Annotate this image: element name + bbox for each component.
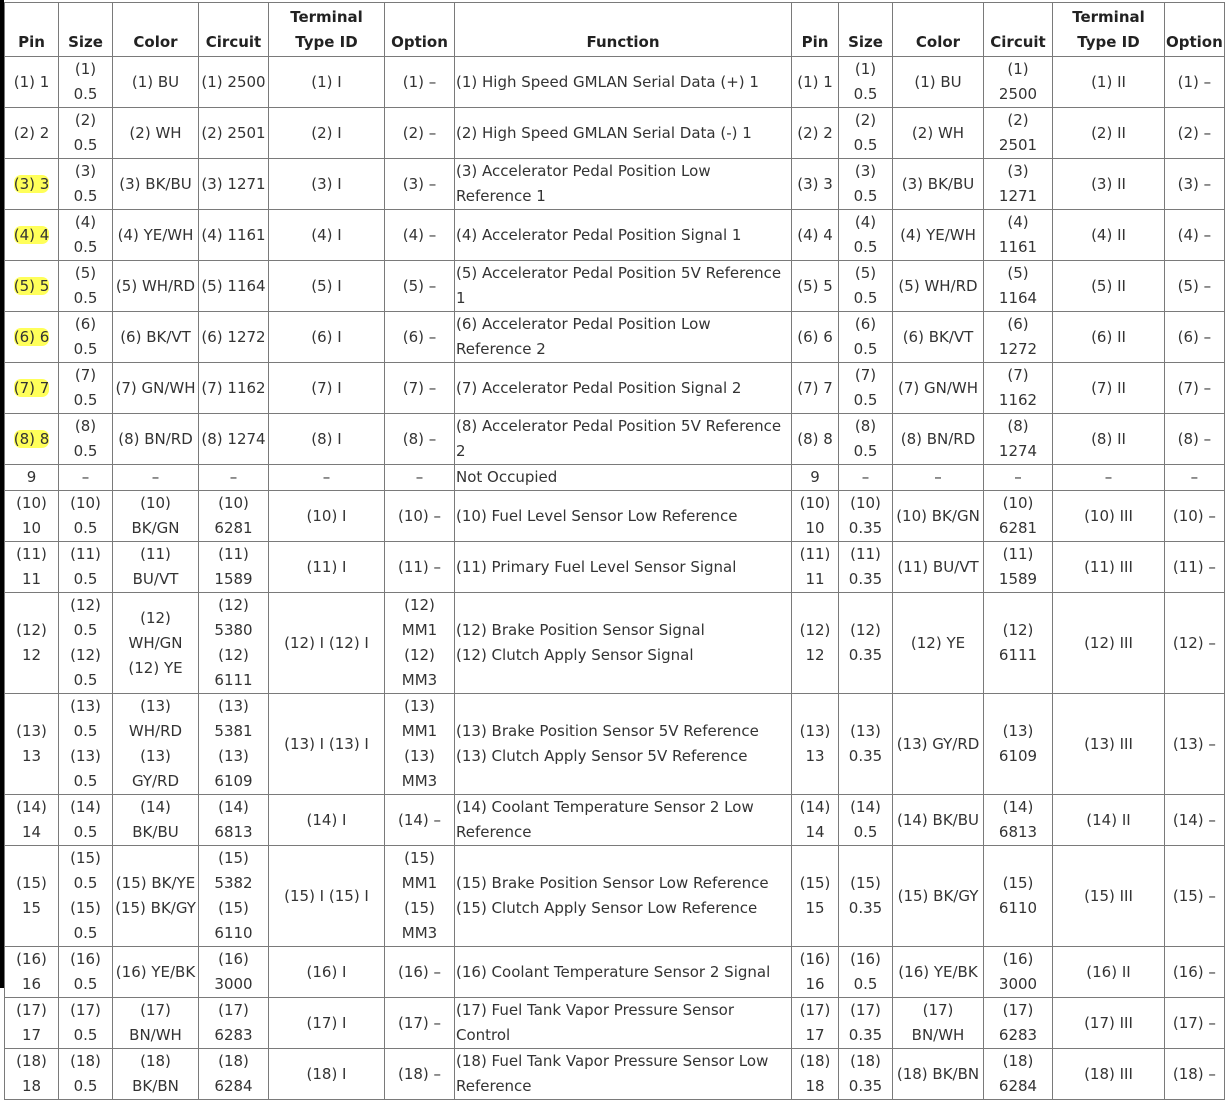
cell-color-right: –: [893, 465, 984, 491]
table-row: [5, 414, 1225, 465]
cell-terminal-type-id: (18) I: [269, 1049, 385, 1100]
cell-pin-right: (4) 4: [792, 210, 839, 261]
cell-color-right: (4) YE/WH: [893, 210, 984, 261]
cell-color: (17) BN/WH: [113, 998, 199, 1049]
cell-size: (13) 0.5 (13) 0.5: [59, 694, 113, 795]
cell-function: (5) Accelerator Pedal Position 5V Reference 1: [455, 261, 792, 312]
cell-circuit: (14) 6813: [199, 795, 269, 846]
cell-pin-right: (16) 16: [792, 947, 839, 998]
table-row: [5, 465, 1225, 491]
table-body: [5, 57, 1225, 1100]
cell-pin: 9: [5, 465, 59, 491]
cell-terminal-type-id: (5) I: [269, 261, 385, 312]
cell-circuit-right: (11) 1589: [984, 542, 1053, 593]
cell-terminal-type-id-right: (17) III: [1053, 998, 1165, 1049]
cell-option-right: (11) –: [1165, 542, 1225, 593]
cell-circuit: (16) 3000: [199, 947, 269, 998]
cell-pin-right: (17) 17: [792, 998, 839, 1049]
cell-option: (11) –: [385, 542, 455, 593]
cell-size-right: (2) 0.5: [839, 108, 893, 159]
cell-terminal-type-id-right: (7) II: [1053, 363, 1165, 414]
cell-option: (14) –: [385, 795, 455, 846]
cell-option: (5) –: [385, 261, 455, 312]
cell-circuit-right: (8) 1274: [984, 414, 1053, 465]
cell-pin: (1) 1: [5, 57, 59, 108]
cell-color-right: (5) WH/RD: [893, 261, 984, 312]
cell-terminal-type-id: (7) I: [269, 363, 385, 414]
cell-pin: (15) 15: [5, 846, 59, 947]
cell-color-right: (8) BN/RD: [893, 414, 984, 465]
cell-circuit: (11) 1589: [199, 542, 269, 593]
cell-size-right: (4) 0.5: [839, 210, 893, 261]
cell-color-right: (18) BK/BN: [893, 1049, 984, 1100]
cell-color: (7) GN/WH: [113, 363, 199, 414]
cell-option-right: (2) –: [1165, 108, 1225, 159]
cell-size-right: (3) 0.5: [839, 159, 893, 210]
cell-function: (6) Accelerator Pedal Position Low Reference 2: [455, 312, 792, 363]
cell-terminal-type-id: (10) I: [269, 491, 385, 542]
header-terminal-type-id: Terminal Type ID: [269, 3, 385, 57]
cell-color: (11) BU/VT: [113, 542, 199, 593]
cell-circuit: (1) 2500: [199, 57, 269, 108]
cell-function: (14) Coolant Temperature Sensor 2 Low Reference: [455, 795, 792, 846]
cell-size: (18) 0.5: [59, 1049, 113, 1100]
cell-size-right: (5) 0.5: [839, 261, 893, 312]
cell-terminal-type-id: (6) I: [269, 312, 385, 363]
cell-option-right: (18) –: [1165, 1049, 1225, 1100]
cell-color-right: (1) BU: [893, 57, 984, 108]
cell-option: (13) MM1 (13) MM3: [385, 694, 455, 795]
cell-pin-right: (18) 18: [792, 1049, 839, 1100]
cell-pin: (13) 13: [5, 694, 59, 795]
cell-pin-right: (10) 10: [792, 491, 839, 542]
header-pin: Pin: [5, 3, 59, 57]
cell-terminal-type-id-right: (3) II: [1053, 159, 1165, 210]
table-row: [5, 159, 1225, 210]
cell-pin-right: (8) 8: [792, 414, 839, 465]
cell-terminal-type-id: (2) I: [269, 108, 385, 159]
cell-size: (5) 0.5: [59, 261, 113, 312]
cell-circuit-right: (12) 6111: [984, 593, 1053, 694]
highlighted-pin: (6) 6: [13, 327, 50, 346]
cell-pin: (12) 12: [5, 593, 59, 694]
cell-pin: [5, 261, 59, 312]
cell-option: (17) –: [385, 998, 455, 1049]
cell-terminal-type-id: (16) I: [269, 947, 385, 998]
cell-color: (10) BK/GN: [113, 491, 199, 542]
cell-pin-right: (6) 6: [792, 312, 839, 363]
cell-circuit-right: (1) 2500: [984, 57, 1053, 108]
cell-color: (3) BK/BU: [113, 159, 199, 210]
cell-size: (12) 0.5 (12) 0.5: [59, 593, 113, 694]
cell-size: –: [59, 465, 113, 491]
cell-circuit: (8) 1274: [199, 414, 269, 465]
cell-option-right: (14) –: [1165, 795, 1225, 846]
table-row: [5, 363, 1225, 414]
cell-circuit: –: [199, 465, 269, 491]
cell-option: (8) –: [385, 414, 455, 465]
cell-terminal-type-id-right: (18) III: [1053, 1049, 1165, 1100]
highlighted-pin: (5) 5: [13, 276, 50, 295]
cell-circuit: (5) 1164: [199, 261, 269, 312]
cell-option: (6) –: [385, 312, 455, 363]
header-function: Function: [455, 3, 792, 57]
table-row: [5, 57, 1225, 108]
cell-function: (2) High Speed GMLAN Serial Data (-) 1: [455, 108, 792, 159]
cell-size-right: (1) 0.5: [839, 57, 893, 108]
cell-option-right: (15) –: [1165, 846, 1225, 947]
table-row: [5, 947, 1225, 998]
cell-terminal-type-id-right: (1) II: [1053, 57, 1165, 108]
cell-circuit: (4) 1161: [199, 210, 269, 261]
cell-pin: [5, 363, 59, 414]
cell-function: (10) Fuel Level Sensor Low Reference: [455, 491, 792, 542]
header-circuit: Circuit: [199, 3, 269, 57]
cell-pin: (16) 16: [5, 947, 59, 998]
cell-color-right: (10) BK/GN: [893, 491, 984, 542]
cell-size: (17) 0.5: [59, 998, 113, 1049]
cell-option-right: (7) –: [1165, 363, 1225, 414]
pinout-table: [4, 2, 1225, 1100]
cell-circuit-right: (13) 6109: [984, 694, 1053, 795]
cell-circuit: (13) 5381 (13) 6109: [199, 694, 269, 795]
header-color: Color: [113, 3, 199, 57]
header-terminal-type-id-right: Terminal Type ID: [1053, 3, 1165, 57]
cell-pin: (10) 10: [5, 491, 59, 542]
table-row: [5, 312, 1225, 363]
cell-option-right: (1) –: [1165, 57, 1225, 108]
cell-option: (7) –: [385, 363, 455, 414]
cell-color: (12) WH/GN (12) YE: [113, 593, 199, 694]
cell-color: (6) BK/VT: [113, 312, 199, 363]
cell-terminal-type-id-right: (11) III: [1053, 542, 1165, 593]
cell-size: (7) 0.5: [59, 363, 113, 414]
cell-circuit-right: (4) 1161: [984, 210, 1053, 261]
cell-circuit-right: (2) 2501: [984, 108, 1053, 159]
cell-color-right: (17) BN/WH: [893, 998, 984, 1049]
cell-terminal-type-id-right: (5) II: [1053, 261, 1165, 312]
cell-option-right: (13) –: [1165, 694, 1225, 795]
cell-option-right: (5) –: [1165, 261, 1225, 312]
header-color-right: Color: [893, 3, 984, 57]
cell-terminal-type-id: (15) I (15) I: [269, 846, 385, 947]
cell-size: (10) 0.5: [59, 491, 113, 542]
cell-circuit: (12) 5380 (12) 6111: [199, 593, 269, 694]
cell-color: (5) WH/RD: [113, 261, 199, 312]
header-size: Size: [59, 3, 113, 57]
cell-color-right: (12) YE: [893, 593, 984, 694]
cell-circuit-right: (6) 1272: [984, 312, 1053, 363]
cell-option: (2) –: [385, 108, 455, 159]
cell-size: (2) 0.5: [59, 108, 113, 159]
cell-color: (4) YE/WH: [113, 210, 199, 261]
cell-terminal-type-id: (14) I: [269, 795, 385, 846]
cell-pin-right: 9: [792, 465, 839, 491]
cell-size: (11) 0.5: [59, 542, 113, 593]
highlighted-pin: (8) 8: [13, 429, 50, 448]
cell-size-right: (7) 0.5: [839, 363, 893, 414]
cell-color-right: (14) BK/BU: [893, 795, 984, 846]
cell-pin: [5, 210, 59, 261]
cell-pin-right: (15) 15: [792, 846, 839, 947]
cell-size: (4) 0.5: [59, 210, 113, 261]
cell-circuit-right: (5) 1164: [984, 261, 1053, 312]
cell-terminal-type-id: (8) I: [269, 414, 385, 465]
cell-pin-right: (2) 2: [792, 108, 839, 159]
cell-pin-right: (14) 14: [792, 795, 839, 846]
highlighted-pin: (3) 3: [13, 174, 50, 193]
cell-circuit-right: (18) 6284: [984, 1049, 1053, 1100]
cell-color: (15) BK/YE (15) BK/GY: [113, 846, 199, 947]
cell-option-right: (10) –: [1165, 491, 1225, 542]
cell-terminal-type-id: (3) I: [269, 159, 385, 210]
cell-size-right: (11) 0.35: [839, 542, 893, 593]
cell-pin: [5, 312, 59, 363]
cell-option-right: (4) –: [1165, 210, 1225, 261]
cell-option-right: (16) –: [1165, 947, 1225, 998]
cell-size-right: (16) 0.5: [839, 947, 893, 998]
cell-option: –: [385, 465, 455, 491]
cell-terminal-type-id: (13) I (13) I: [269, 694, 385, 795]
highlighted-pin: (7) 7: [13, 378, 50, 397]
cell-option-right: (12) –: [1165, 593, 1225, 694]
cell-color-right: (15) BK/GY: [893, 846, 984, 947]
cell-circuit: (10) 6281: [199, 491, 269, 542]
cell-option-right: (6) –: [1165, 312, 1225, 363]
cell-size-right: (13) 0.35: [839, 694, 893, 795]
cell-pin-right: (12) 12: [792, 593, 839, 694]
cell-function: (3) Accelerator Pedal Position Low Reference 1: [455, 159, 792, 210]
cell-option: (10) –: [385, 491, 455, 542]
table-row: [5, 261, 1225, 312]
cell-size-right: (18) 0.35: [839, 1049, 893, 1100]
cell-size: (16) 0.5: [59, 947, 113, 998]
cell-pin-right: (13) 13: [792, 694, 839, 795]
cell-circuit: (7) 1162: [199, 363, 269, 414]
cell-size: (8) 0.5: [59, 414, 113, 465]
cell-circuit-right: (3) 1271: [984, 159, 1053, 210]
cell-size: (15) 0.5 (15) 0.5: [59, 846, 113, 947]
header-option-right: Option: [1165, 3, 1225, 57]
cell-circuit-right: (16) 3000: [984, 947, 1053, 998]
cell-color: (14) BK/BU: [113, 795, 199, 846]
table-row: [5, 846, 1225, 947]
cell-color-right: (3) BK/BU: [893, 159, 984, 210]
table-row: [5, 998, 1225, 1049]
cell-circuit-right: (7) 1162: [984, 363, 1053, 414]
cell-function: (13) Brake Position Sensor 5V Reference (13) Clutch Apply Sensor 5V Reference: [455, 694, 792, 795]
cell-terminal-type-id-right: (15) III: [1053, 846, 1165, 947]
cell-color: –: [113, 465, 199, 491]
cell-circuit: (18) 6284: [199, 1049, 269, 1100]
cell-pin-right: (11) 11: [792, 542, 839, 593]
header-circuit-right: Circuit: [984, 3, 1053, 57]
cell-size: (6) 0.5: [59, 312, 113, 363]
table-row: [5, 1049, 1225, 1100]
cell-terminal-type-id: (4) I: [269, 210, 385, 261]
cell-size-right: (8) 0.5: [839, 414, 893, 465]
cell-terminal-type-id: –: [269, 465, 385, 491]
cell-function: (11) Primary Fuel Level Sensor Signal: [455, 542, 792, 593]
cell-circuit-right: (17) 6283: [984, 998, 1053, 1049]
highlighted-pin: (4) 4: [13, 225, 50, 244]
table-row: [5, 210, 1225, 261]
cell-function: (1) High Speed GMLAN Serial Data (+) 1: [455, 57, 792, 108]
cell-circuit: (3) 1271: [199, 159, 269, 210]
cell-color-right: (11) BU/VT: [893, 542, 984, 593]
cell-terminal-type-id: (17) I: [269, 998, 385, 1049]
cell-pin: [5, 414, 59, 465]
cell-option-right: –: [1165, 465, 1225, 491]
cell-size: (1) 0.5: [59, 57, 113, 108]
cell-terminal-type-id-right: (14) II: [1053, 795, 1165, 846]
cell-pin: (17) 17: [5, 998, 59, 1049]
cell-circuit-right: –: [984, 465, 1053, 491]
cell-terminal-type-id-right: (13) III: [1053, 694, 1165, 795]
table-row: [5, 694, 1225, 795]
header-option: Option: [385, 3, 455, 57]
cell-color: (2) WH: [113, 108, 199, 159]
cell-color: (16) YE/BK: [113, 947, 199, 998]
table-row: [5, 542, 1225, 593]
cell-size-right: –: [839, 465, 893, 491]
cell-color-right: (16) YE/BK: [893, 947, 984, 998]
cell-color: (1) BU: [113, 57, 199, 108]
cell-function: (16) Coolant Temperature Sensor 2 Signal: [455, 947, 792, 998]
cell-color: (13) WH/RD (13) GY/RD: [113, 694, 199, 795]
cell-terminal-type-id-right: (16) II: [1053, 947, 1165, 998]
header-pin-right: Pin: [792, 3, 839, 57]
cell-circuit: (2) 2501: [199, 108, 269, 159]
cell-size-right: (14) 0.5: [839, 795, 893, 846]
header-size-right: Size: [839, 3, 893, 57]
cell-terminal-type-id-right: (12) III: [1053, 593, 1165, 694]
cell-size-right: (10) 0.35: [839, 491, 893, 542]
cell-pin-right: (5) 5: [792, 261, 839, 312]
cell-pin-right: (7) 7: [792, 363, 839, 414]
cell-size: (14) 0.5: [59, 795, 113, 846]
table-row: [5, 108, 1225, 159]
cell-option: (12) MM1 (12) MM3: [385, 593, 455, 694]
cell-function: (7) Accelerator Pedal Position Signal 2: [455, 363, 792, 414]
cell-size-right: (17) 0.35: [839, 998, 893, 1049]
cell-circuit: (6) 1272: [199, 312, 269, 363]
cell-option: (3) –: [385, 159, 455, 210]
cell-option: (4) –: [385, 210, 455, 261]
cell-circuit: (17) 6283: [199, 998, 269, 1049]
cell-terminal-type-id: (1) I: [269, 57, 385, 108]
cell-function: (15) Brake Position Sensor Low Reference (15) Clutch Apply Sensor Low Reference: [455, 846, 792, 947]
cell-pin-right: (1) 1: [792, 57, 839, 108]
cell-option: (1) –: [385, 57, 455, 108]
cell-function: (4) Accelerator Pedal Position Signal 1: [455, 210, 792, 261]
cell-function: (18) Fuel Tank Vapor Pressure Sensor Low Reference: [455, 1049, 792, 1100]
cell-circuit: (15) 5382 (15) 6110: [199, 846, 269, 947]
cell-function: (12) Brake Position Sensor Signal (12) Clutch Apply Sensor Signal: [455, 593, 792, 694]
cell-size: (3) 0.5: [59, 159, 113, 210]
cell-color: (18) BK/BN: [113, 1049, 199, 1100]
cell-pin: (18) 18: [5, 1049, 59, 1100]
cell-terminal-type-id-right: –: [1053, 465, 1165, 491]
cell-pin: (11) 11: [5, 542, 59, 593]
cell-color-right: (7) GN/WH: [893, 363, 984, 414]
cell-color-right: (6) BK/VT: [893, 312, 984, 363]
cell-option: (18) –: [385, 1049, 455, 1100]
cell-circuit-right: (14) 6813: [984, 795, 1053, 846]
cell-terminal-type-id-right: (2) II: [1053, 108, 1165, 159]
cell-color: (8) BN/RD: [113, 414, 199, 465]
table-row: [5, 491, 1225, 542]
table-row: [5, 593, 1225, 694]
cell-terminal-type-id-right: (8) II: [1053, 414, 1165, 465]
cell-size-right: (6) 0.5: [839, 312, 893, 363]
cell-terminal-type-id-right: (6) II: [1053, 312, 1165, 363]
cell-option: (16) –: [385, 947, 455, 998]
cell-circuit-right: (15) 6110: [984, 846, 1053, 947]
cell-option: (15) MM1 (15) MM3: [385, 846, 455, 947]
cell-option-right: (3) –: [1165, 159, 1225, 210]
cell-color-right: (2) WH: [893, 108, 984, 159]
cell-pin: [5, 159, 59, 210]
cell-function: Not Occupied: [455, 465, 792, 491]
cell-pin: (2) 2: [5, 108, 59, 159]
cell-terminal-type-id-right: (10) III: [1053, 491, 1165, 542]
header-row: [5, 3, 1225, 57]
cell-color-right: (13) GY/RD: [893, 694, 984, 795]
cell-size-right: (12) 0.35: [839, 593, 893, 694]
cell-terminal-type-id: (12) I (12) I: [269, 593, 385, 694]
cell-circuit-right: (10) 6281: [984, 491, 1053, 542]
cell-function: (8) Accelerator Pedal Position 5V Reference 2: [455, 414, 792, 465]
cell-terminal-type-id-right: (4) II: [1053, 210, 1165, 261]
cell-option-right: (8) –: [1165, 414, 1225, 465]
cell-terminal-type-id: (11) I: [269, 542, 385, 593]
cell-pin: (14) 14: [5, 795, 59, 846]
cell-function: (17) Fuel Tank Vapor Pressure Sensor Control: [455, 998, 792, 1049]
table-row: [5, 795, 1225, 846]
cell-option-right: (17) –: [1165, 998, 1225, 1049]
cell-size-right: (15) 0.35: [839, 846, 893, 947]
cell-pin-right: (3) 3: [792, 159, 839, 210]
